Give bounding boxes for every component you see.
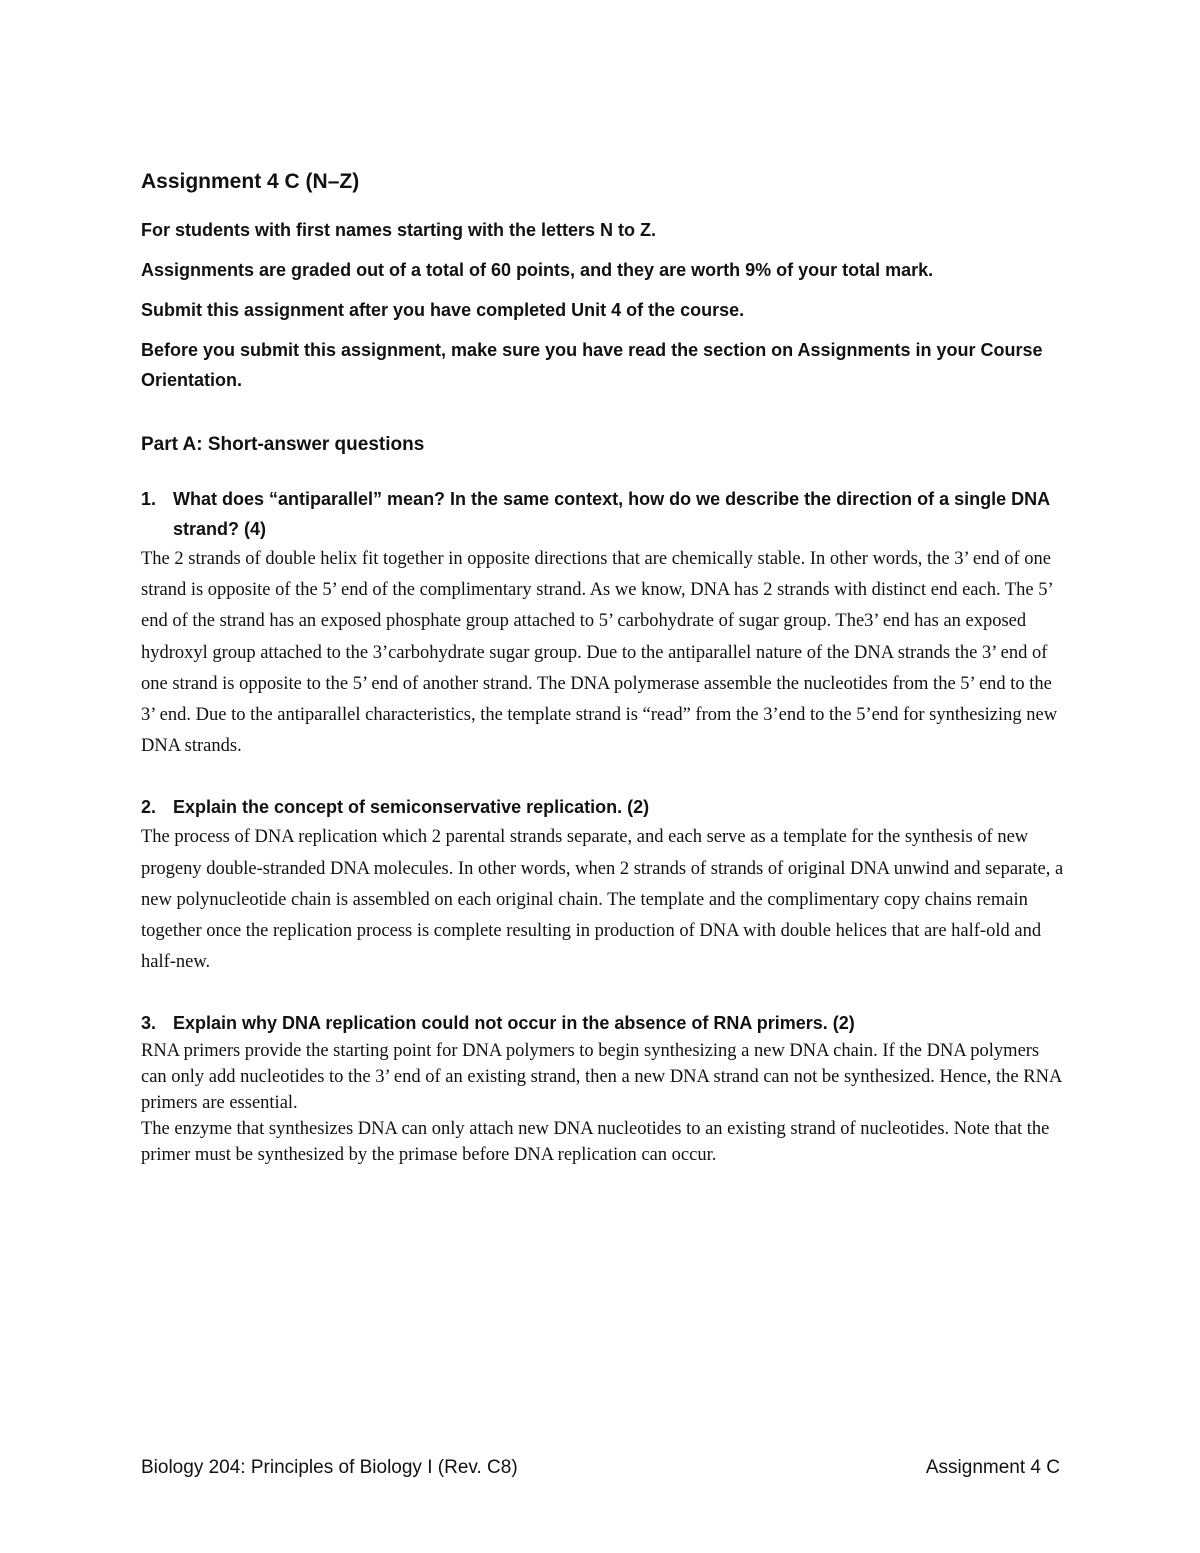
answer-3: [141, 1038, 1066, 1168]
question-number: 2.: [141, 797, 157, 818]
footer-assignment-label: Assignment 4 C: [925, 1457, 1060, 1478]
question-text: Explain why DNA replication could not occur in the absence of RNA primers. (2): [173, 1013, 855, 1034]
question-1-prompt: [141, 484, 1066, 544]
intro-line-eligibility: For students with first names starting with the letters N to Z.: [141, 220, 657, 241]
intro-line-orientation: Before you submit this assignment, make sure you have read the section on Assignments in your Course Orientation.: [141, 340, 1043, 391]
question-number: 3.: [141, 1013, 157, 1034]
question-text: Explain the concept of semiconservative replication. (2): [173, 797, 650, 818]
question-2-prompt: [141, 792, 1066, 822]
question-3: [141, 1008, 1066, 1168]
answer-2: [141, 822, 1066, 978]
answer-paragraph: The enzyme that synthesizes DNA can only attach new DNA nucleotides to an existing strand of nucleotides. Note that the primer must be synthesized by the primase before DNA replication can occur.: [141, 1119, 1050, 1166]
intro-block: [141, 215, 1066, 395]
question-text: What does “antiparallel” mean? In the same context, how do we describe the direction of a single DNA strand? (4): [173, 488, 1050, 539]
assignment-title: Assignment 4 C (N–Z): [141, 170, 360, 193]
intro-line-grading: Assignments are graded out of a total of 60 points, and they are worth 9% of your total mark.: [141, 260, 934, 281]
question-number: 1.: [141, 488, 157, 509]
page-footer: [141, 1457, 1060, 1479]
answer-paragraph: The 2 strands of double helix fit together in opposite directions that are chemically stable. In other words, the 3’ end of one strand is opposite of the 5’ end of the complimentary strand. As we know, DNA has 2 strands with distinct end each. The 5’ end of the strand has an exposed phosphate group attached to 5’ carbohydrate of sugar group. The3’ end has an exposed hydroxyl group attached to the 3’carbohydrate sugar group. Due to the antiparallel nature of the DNA strands the 3’ end of one strand is opposite to the 5’ end of another strand. The DNA polymerase assemble the nucleotides from the 5’ end to the 3’ end. Due to the antiparallel characteristics, the template strand is “read” from the 3’end to the 5’end for synthesizing new DNA strands.: [141, 548, 1058, 757]
answer-1: [141, 544, 1066, 762]
question-1: [141, 484, 1066, 762]
intro-line-submit: Submit this assignment after you have completed Unit 4 of the course.: [141, 300, 745, 321]
answer-paragraph: RNA primers provide the starting point for DNA polymers to begin synthesizing a new DNA chain. If the DNA polymers can only add nucleotides to the 3’ end of an existing strand, then a new DNA strand can not be synthesized. Hence, the RNA primers are essential.: [141, 1041, 1062, 1114]
question-3-prompt: [141, 1008, 1066, 1038]
answer-paragraph: The process of DNA replication which 2 parental strands separate, and each serve as a template for the synthesis of new progeny double-stranded DNA molecules. In other words, when 2 strands of strands of original DNA unwind and separate, a new polynucleotide chain is assembled on each original chain. The template and the complimentary copy chains remain together once the replication process is complete resulting in production of DNA with double helices that are half-old and half-new.: [141, 827, 1064, 973]
page-content: [141, 168, 1066, 1198]
footer-course-title: Biology 204: Principles of Biology I (Rev. C8): [141, 1457, 518, 1478]
part-a-heading: Part A: Short-answer questions: [141, 434, 425, 456]
question-2: [141, 792, 1066, 978]
